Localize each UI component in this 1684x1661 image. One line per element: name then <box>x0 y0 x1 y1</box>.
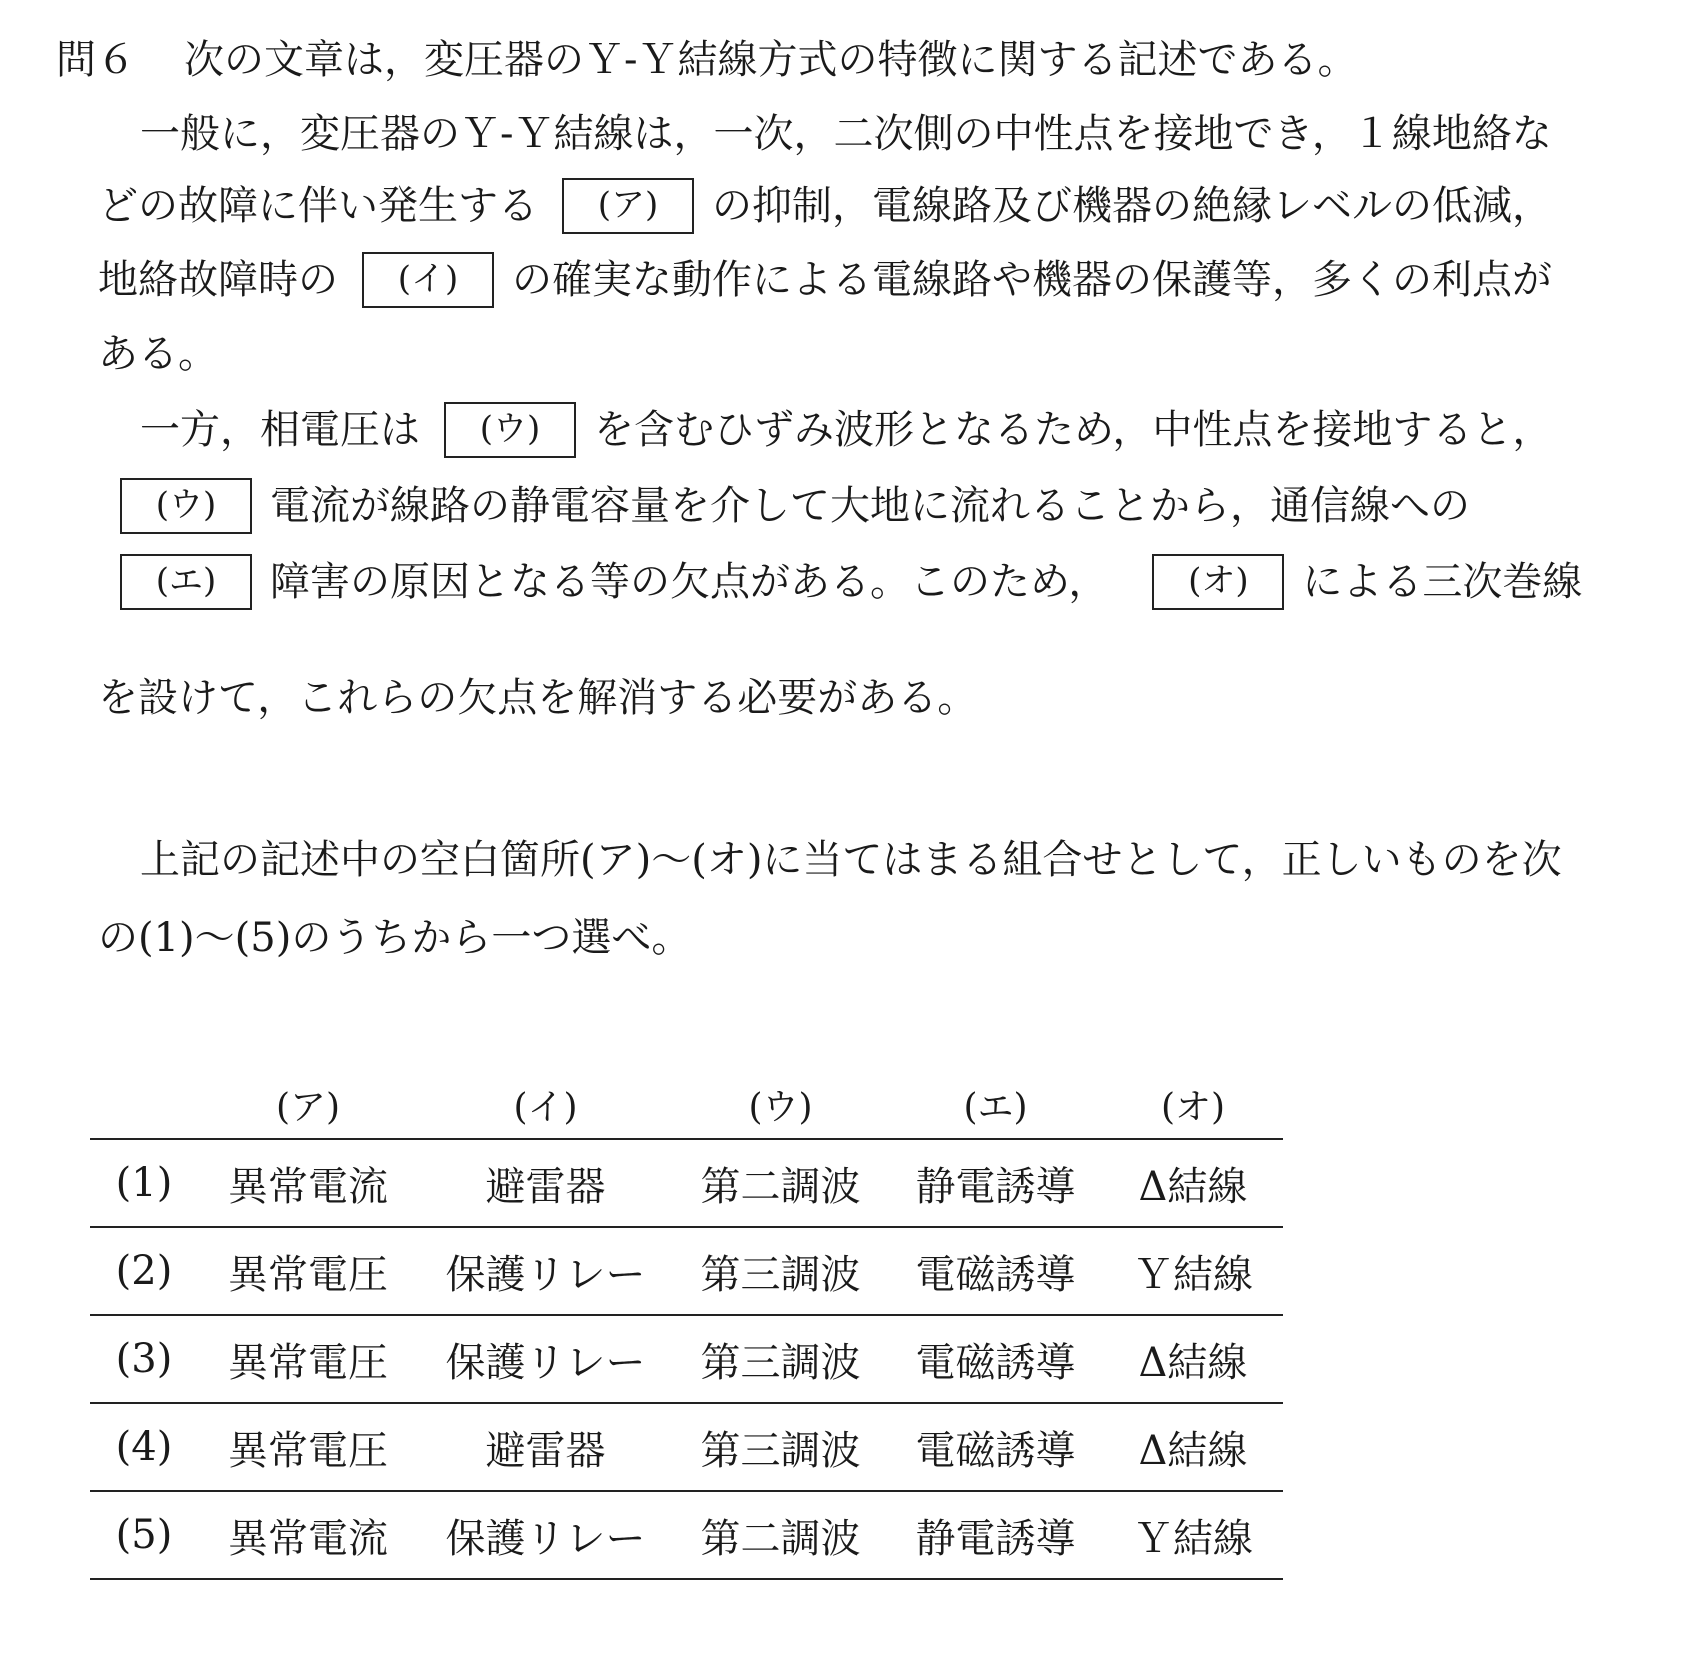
paragraph2-line2-text: 電流が線路の静電容量を介して大地に流れることから，通信線への <box>270 483 1470 529</box>
header-cell-u: (ウ) <box>748 1087 813 1128</box>
table-row[interactable] <box>90 1227 1283 1315</box>
paragraph1-line2 <box>98 180 1552 232</box>
header-cell-i: (イ) <box>513 1087 578 1128</box>
cell-i: 保護リレー <box>418 1227 673 1315</box>
cell-a: 異常電流 <box>198 1491 418 1579</box>
table-header-row <box>90 1078 1283 1139</box>
cell-u: 第三調波 <box>673 1315 888 1403</box>
cell-e: 電磁誘導 <box>888 1315 1103 1403</box>
paragraph2-line1-text-a: 一方，相電圧は <box>140 407 420 453</box>
question-heading <box>56 34 1358 86</box>
cell-a: 異常電圧 <box>198 1315 418 1403</box>
question-number: 問６ <box>56 37 136 83</box>
instruction-line1: 上記の記述中の空白箇所(ア)～(オ)に当てはまる組合せとして，正しいものを次 <box>140 837 1562 883</box>
paragraph1-line3-text-b: の確実な動作による電線路や機器の保護等，多くの利点が <box>512 257 1552 303</box>
cell-o: Δ結線 <box>1103 1139 1283 1227</box>
paragraph2-line2 <box>120 480 1470 532</box>
cell-i: 保護リレー <box>418 1315 673 1403</box>
cell-u: 第三調波 <box>673 1227 888 1315</box>
paragraph2-line3 <box>120 556 1582 608</box>
blank-e-box: (エ) <box>120 554 252 610</box>
cell-e: 電磁誘導 <box>888 1403 1103 1491</box>
answer-choices-table <box>90 1078 1283 1580</box>
table-row[interactable] <box>90 1403 1283 1491</box>
blank-i-box: (イ) <box>362 252 494 308</box>
paragraph1-line2-text-a: どの故障に伴い発生する <box>98 183 538 229</box>
cell-a: 異常電圧 <box>198 1403 418 1491</box>
blank-u-box: (ウ) <box>444 402 576 458</box>
cell-e: 静電誘導 <box>888 1491 1103 1579</box>
cell-e: 静電誘導 <box>888 1139 1103 1227</box>
question-intro: 次の文章は，変圧器のＹ-Ｙ結線方式の特徴に関する記述である。 <box>184 37 1358 83</box>
cell-a: 異常電圧 <box>198 1227 418 1315</box>
cell-u: 第二調波 <box>673 1139 888 1227</box>
table-row[interactable] <box>90 1315 1283 1403</box>
blank-u-box-repeat: (ウ) <box>120 478 252 534</box>
cell-o: Δ結線 <box>1103 1403 1283 1491</box>
paragraph2-line4: を設けて，これらの欠点を解消する必要がある。 <box>98 675 978 721</box>
cell-u: 第三調波 <box>673 1403 888 1491</box>
header-cell-e: (エ) <box>963 1087 1028 1128</box>
blank-o-box: (オ) <box>1152 554 1284 610</box>
cell-i: 避雷器 <box>418 1403 673 1491</box>
header-cell-o: (オ) <box>1160 1087 1226 1128</box>
cell-u: 第二調波 <box>673 1491 888 1579</box>
paragraph2-line1 <box>140 404 1552 456</box>
choice-number: (5) <box>90 1491 198 1579</box>
cell-a: 異常電流 <box>198 1139 418 1227</box>
cell-o: Ｙ結線 <box>1103 1227 1283 1315</box>
cell-i: 保護リレー <box>418 1491 673 1579</box>
table-row[interactable] <box>90 1139 1283 1227</box>
choice-number: (2) <box>90 1227 198 1315</box>
paragraph2-line3-text-b: による三次巻線 <box>1302 559 1583 605</box>
choice-number: (1) <box>90 1139 198 1227</box>
paragraph1-line2-text-b: の抑制，電線路及び機器の絶縁レベルの低減， <box>712 183 1552 229</box>
paragraph2-line1-text-b: を含むひずみ波形となるため，中性点を接地すると， <box>594 407 1553 453</box>
paragraph1-line4: ある。 <box>98 331 218 377</box>
cell-o: Δ結線 <box>1103 1315 1283 1403</box>
table-row[interactable] <box>90 1491 1283 1579</box>
blank-a-box: (ア) <box>562 178 694 234</box>
header-cell-blank <box>90 1078 198 1139</box>
paragraph1-line3-text-a: 地絡故障時の <box>98 257 338 303</box>
paragraph1-line3 <box>98 254 1552 306</box>
cell-o: Ｙ結線 <box>1103 1491 1283 1579</box>
cell-e: 電磁誘導 <box>888 1227 1103 1315</box>
instruction-line2: の(1)～(5)のうちから一つ選べ。 <box>98 915 692 961</box>
header-cell-a: (ア) <box>275 1087 341 1128</box>
cell-i: 避雷器 <box>418 1139 673 1227</box>
choice-number: (3) <box>90 1315 198 1403</box>
paragraph1-line1: 一般に，変圧器のＹ-Ｙ結線は，一次，二次側の中性点を接地でき，１線地絡な <box>140 111 1552 157</box>
choice-number: (4) <box>90 1403 198 1491</box>
paragraph2-line3-text-a: 障害の原因となる等の欠点がある。このため， <box>270 559 1109 605</box>
